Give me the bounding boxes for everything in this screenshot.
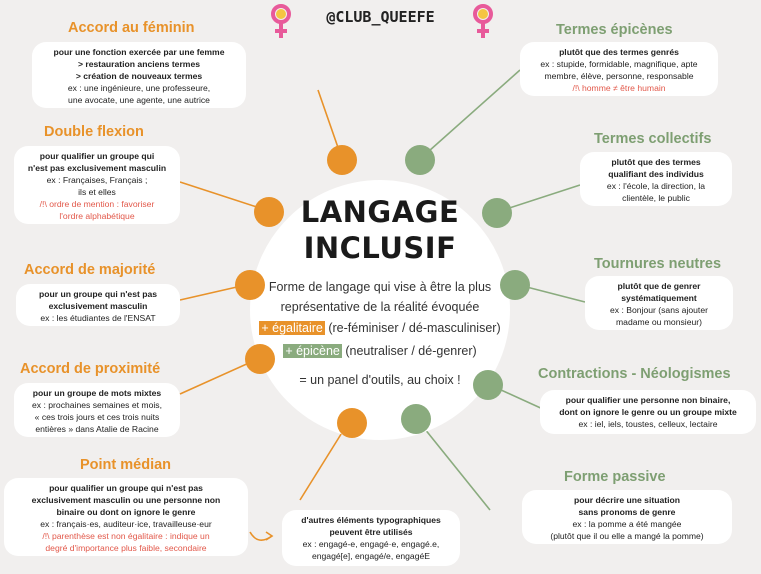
green-node [482, 198, 512, 228]
heading-double-flexion: Double flexion [44, 124, 144, 140]
box-line: plutôt que des termes genrés [559, 47, 679, 57]
box-line: d'autres éléments typographiques [301, 515, 441, 525]
definition-line1: Forme de langage qui vise à être la plus [268, 280, 492, 294]
box-point-median [4, 478, 248, 556]
epicene-highlight: + épicène [285, 344, 340, 358]
box-line: ex : engagé-e, engagé·e, engagé.e, [302, 539, 440, 549]
orange-node [235, 270, 265, 300]
box-line: engagé[e], engagé/e, engagéE [311, 551, 431, 561]
box-line: entières » dans Atalie de Racine [35, 424, 159, 434]
box-line: plutôt que de genrer [617, 281, 701, 291]
box-line: systématiquement [621, 293, 697, 303]
box-line: n'est pas exclusivement masculin [27, 163, 167, 173]
box-line: (plutôt que il ou elle a mangé la pomme) [550, 531, 704, 541]
box-line: > restauration anciens termes [77, 59, 201, 69]
main-title-line1: LANGAGE [300, 195, 460, 229]
box-line: ex : l'école, la direction, la [606, 181, 706, 191]
orange-node [254, 197, 284, 227]
warning-line: /!\ parenthèse est non égalitaire : indique un [42, 531, 210, 541]
heading-termes-epicenes: Termes épicènes [556, 22, 673, 38]
connector-line [300, 423, 348, 500]
main-title-line2: INCLUSIF [303, 231, 457, 265]
heading-termes-collectifs: Termes collectifs [594, 131, 712, 147]
box-line: qualifiant des individus [608, 169, 704, 179]
green-node [473, 370, 503, 400]
heading-contractions-neologismes: Contractions - Néologismes [538, 366, 731, 382]
green-node [500, 270, 530, 300]
account-handle: @CLUB_QUEEFE [326, 8, 435, 26]
female-symbol-icon [470, 2, 496, 40]
box-line: ex : iel, iels, toustes, celleux, lectaire [578, 419, 718, 429]
box-accord-majorite [16, 284, 180, 326]
box-line: sans pronoms de genre [578, 507, 676, 517]
box-line: pour un groupe qui n'est pas [38, 289, 158, 299]
box-line: pour qualifier un groupe qui [39, 151, 155, 161]
connector-line [416, 418, 490, 510]
conclusion-line: = un panel d'outils, au choix ! [299, 373, 461, 387]
box-tournures-neutres [585, 276, 733, 330]
box-forme-passive [522, 490, 732, 544]
box-termes-collectifs [580, 152, 732, 206]
box-line: membre, élève, personne, responsable [544, 71, 694, 81]
egalitaire-highlight: + égalitaire [261, 321, 323, 335]
box-contractions-neologismes [540, 390, 756, 434]
heading-forme-passive: Forme passive [564, 469, 666, 485]
box-line: > création de nouveaux termes [75, 71, 203, 81]
warning-line: l'ordre alphabétique [59, 211, 135, 221]
heading-point-median: Point médian [80, 457, 172, 473]
box-line: pour décrire une situation [573, 495, 680, 505]
green-node [401, 404, 431, 434]
box-line: exclusivement masculin ou une personne non [31, 495, 221, 505]
heading-accord-feminin: Accord au féminin [68, 20, 195, 36]
heading-accord-proximite: Accord de proximité [20, 361, 161, 377]
box-line: ils et elles [78, 187, 116, 197]
box-line: ex : les étudiantes de l'ENSAT [40, 313, 156, 323]
box-typographic-elements [282, 510, 460, 566]
box-line: ex : une ingénieure, une professeure, [67, 83, 211, 93]
box-line: pour qualifier une personne non binaire, [565, 395, 731, 405]
box-line: ex : Françaises, Français ; [46, 175, 148, 185]
orange-node [327, 145, 357, 175]
orange-node [337, 408, 367, 438]
box-line: peuvent être utilisés [329, 527, 413, 537]
box-line: plutôt que des termes [611, 157, 701, 167]
box-line: « ces trois jours et ces trois nuits [34, 412, 160, 422]
box-line: ex : stupide, formidable, magnifique, apte [540, 59, 698, 69]
box-double-flexion [14, 146, 180, 224]
box-line: pour une fonction exercée par une femme [53, 47, 225, 57]
box-line: pour qualifier un groupe qui n'est pas [49, 483, 203, 493]
warning-line: /!\ ordre de mention : favoriser [39, 199, 155, 209]
box-accord-feminin [32, 42, 246, 108]
definition-line2: représentative de la réalité évoquée [280, 300, 480, 314]
box-line: ex : Bonjour (sans ajouter [610, 305, 708, 315]
box-accord-proximite [14, 383, 180, 437]
box-line: dont on ignore le genre ou un groupe mixte [559, 407, 737, 417]
box-termes-epicenes [520, 42, 718, 96]
box-line: ex : français·es, auditeur·ice, travailleuse·eur [40, 519, 212, 529]
box-line: ex : la pomme a été mangée [572, 519, 682, 529]
green-node [405, 145, 435, 175]
box-line: pour un groupe de mots mixtes [32, 388, 162, 398]
warning-line: /!\ homme ≠ être humain [572, 83, 666, 93]
egalitaire-line: + égalitaire (re-féminiser / dé-masculiniser) [261, 321, 501, 335]
box-line: madame ou monsieur) [616, 317, 702, 327]
box-line: exclusivement masculin [48, 301, 148, 311]
connector-line [420, 70, 520, 159]
orange-node [245, 344, 275, 374]
box-line: ex : prochaines semaines et mois, [32, 400, 162, 410]
heading-accord-majorite: Accord de majorité [24, 262, 156, 278]
warning-line: degré d'importance plus faible, secondaire [45, 543, 207, 553]
box-line: binaire ou dont on ignore le genre [56, 507, 196, 517]
heading-tournures-neutres: Tournures neutres [594, 256, 722, 272]
box-line: clientèle, le public [622, 193, 690, 203]
epicene-line: + épicène (neutraliser / dé-genrer) [285, 344, 477, 358]
box-line: une avocate, une agente, une autrice [68, 95, 210, 105]
connector-arrow-head [266, 532, 272, 540]
